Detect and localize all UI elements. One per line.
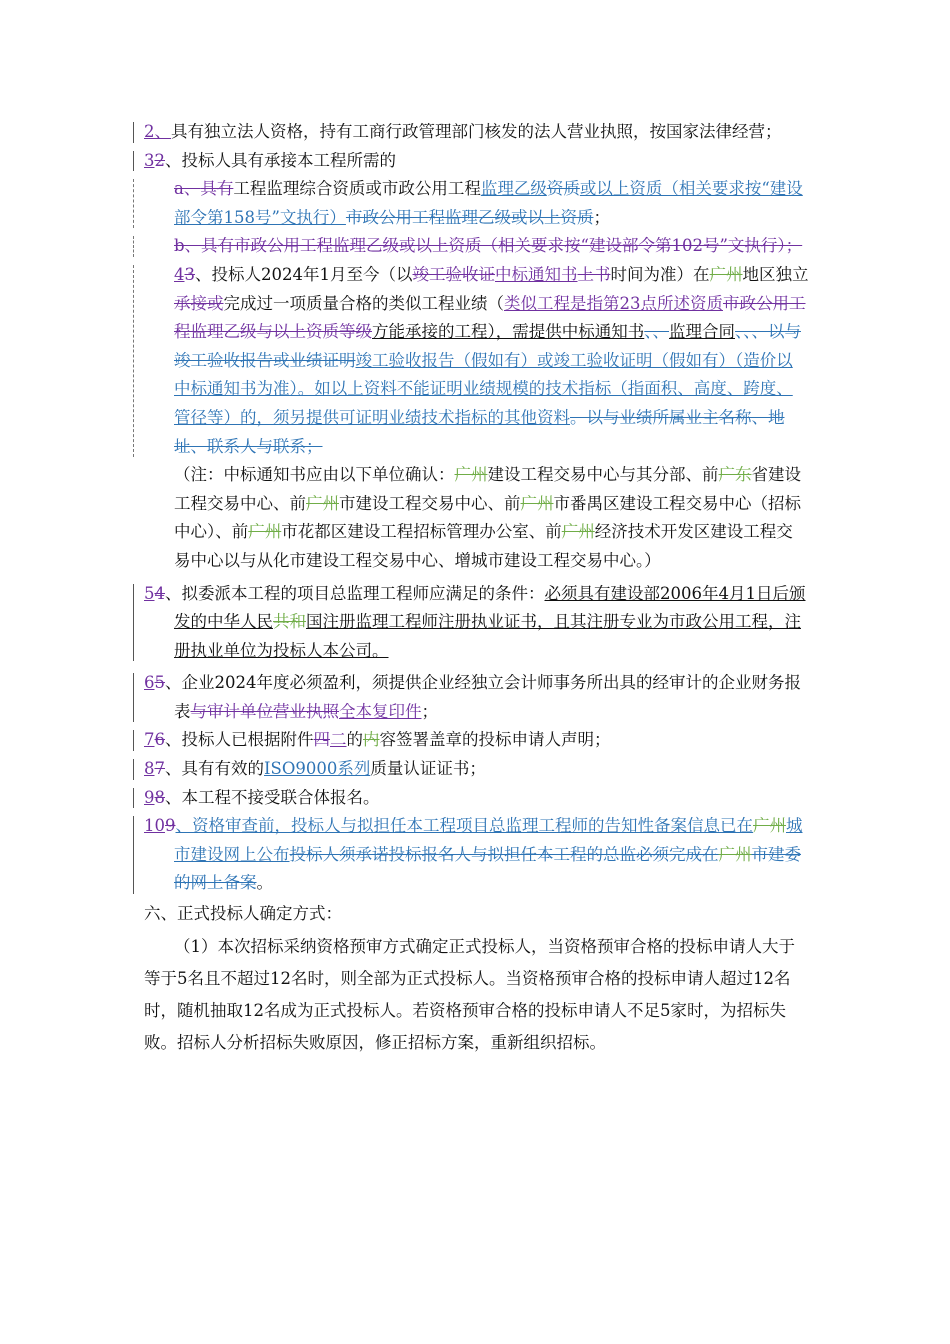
list-item-2: [144, 118, 809, 147]
list-item-10: [144, 812, 809, 898]
inserted-text: 资格审查前，投标人与拟担任本工程项目总监理工程师的告知性备案信息已在: [192, 816, 753, 836]
revision-bar: [133, 151, 134, 172]
note-paragraph: [144, 461, 809, 575]
deleted-text: 、、: [644, 322, 669, 342]
revision-bar: [133, 816, 134, 894]
item-text: 。: [256, 873, 273, 893]
item-number: 8: [144, 759, 155, 779]
item-text: 容签署盖章的投标申请人声明；: [379, 730, 611, 750]
item-text: 、具有有效的: [165, 759, 264, 779]
deleted-text: 上书: [577, 264, 611, 284]
list-item-8: [144, 755, 809, 784]
item-text: 必须具有建设部2006年4月1日后颁发的中华人民: [174, 583, 806, 632]
deleted-text: 广州: [753, 816, 786, 836]
section-paragraph: （1）本次招标采纳资格预审方式确定正式投标人，当资格预审合格的投标申请人大于等于5名且不超过12名时，则全部为正式投标人。当资格预审合格的投标申请人超过12名时，随机抽取12名成为正式投标人。若资格预审合格的投标申请人不足5家时，为招标失败。招标人分析招标失败原因，修正招标方案，重新组织招标。: [144, 936, 795, 1052]
deleted-text: 广州: [520, 493, 554, 513]
item-text: ；: [421, 701, 438, 721]
deleted-text: b、具有市政公用工程监理乙级或以上资质（相关要求按“建设部令第102号”文执行）；: [174, 236, 803, 256]
inserted-text: 竣工验收报告（假如有）或竣工验收证明（假如有）（造价以中标通知书为准）。如以上资料不能证明业绩规模的技术指标（指面积、高度、跨度、管径等）的，须另提供可证明业绩技术指标的其他资料: [174, 350, 793, 427]
item-text: 工程监理综合资质或市政公用工程: [233, 179, 481, 199]
inserted-text: 中标通知书: [495, 264, 578, 284]
item-text: 国注册监理工程师注册执业证书，且其注册专业为市政公用工程，注册执业单位为投标人本公司。: [174, 612, 801, 660]
item-text: 、拟委派本工程的项目总监理工程师应满足的条件：: [165, 583, 545, 603]
list-item-a: [144, 175, 809, 232]
deleted-text: 广州: [561, 522, 595, 542]
item-number: 10: [144, 816, 165, 836]
inserted-text: 二: [330, 730, 347, 750]
item-number: 3: [144, 150, 155, 170]
list-item-7: [144, 726, 809, 755]
item-text: 方能承接的工程），需提供中标通知书: [372, 322, 645, 342]
inserted-text: 城市建设网上公布: [174, 816, 803, 864]
item-number: 9: [144, 787, 155, 807]
revision-bar: [133, 122, 134, 143]
revision-bar: [133, 584, 134, 662]
revision-bar: [133, 236, 134, 257]
item-text: ；: [593, 207, 610, 227]
deleted-text: 资质: [546, 179, 580, 199]
item-text: 、: [175, 816, 192, 836]
item-text: 时间为准）在: [610, 264, 710, 284]
item-text: 完成过一项质量合格的类似工程业绩（: [223, 293, 504, 313]
revision-bar: [133, 673, 134, 722]
item-text: 的: [346, 730, 363, 750]
inserted-text: ISO9000系列: [264, 759, 371, 779]
list-item-4: [144, 261, 809, 461]
note-text: （注：中标通知书应由以下单位确认：: [174, 465, 455, 485]
deleted-text: a、: [174, 179, 201, 199]
item-text: 、投标人已根据附件: [165, 730, 314, 750]
item-number: 4: [174, 264, 185, 284]
list-item-3: [144, 147, 809, 176]
deleted-number: 9: [165, 816, 176, 836]
deleted-text: 市建委的网上备案: [174, 844, 801, 893]
item-number: 5: [144, 583, 155, 603]
item-text: 、本工程不接受联合体报名。: [165, 787, 380, 807]
deleted-number: 3: [184, 264, 195, 284]
revision-bar: [133, 730, 134, 751]
note-text: 市番禺区建设工程交易中心（招标中心）、前: [174, 493, 801, 542]
list-item-b: [144, 232, 809, 261]
item-number: 7: [144, 730, 155, 750]
inserted-text: 监理乙级: [480, 179, 547, 199]
deleted-text: ；: [306, 436, 323, 456]
inserted-text: 或以上资质（相关要求按“建设部令第158号”文执行）: [174, 179, 803, 227]
item-text: 、企业2024年度必须盈利，须提供企业经独立会计师事务所出具的经审计的企业财务报表: [165, 673, 801, 721]
item-number: 2、: [144, 122, 171, 141]
item-text: 、投标人2024年1月至今（以: [195, 264, 413, 284]
deleted-text: 广州: [709, 264, 743, 284]
revision-bar: [133, 179, 134, 228]
deleted-number: 8: [154, 787, 165, 807]
list-item-9: [144, 784, 809, 813]
item-text: 、投标人具有承接本工程所需的: [165, 150, 396, 170]
note-text: 经济技术开发区建设工程交易中心以与从化市建设工程交易中心、增城市建设工程交易中心。）: [174, 522, 793, 570]
revision-bar: [133, 265, 134, 457]
deleted-text: 投标人须承诺投标报名人与拟担任本工程的总监必须完成在: [289, 844, 719, 864]
deleted-text: 四: [313, 730, 330, 750]
deleted-text: 承接或: [174, 293, 224, 313]
deleted-number: 5: [154, 673, 165, 693]
deleted-text: 内: [363, 730, 380, 750]
list-item-6: [144, 669, 809, 726]
deleted-text: 广东: [718, 465, 752, 485]
deleted-number: 7: [154, 759, 165, 779]
list-item-5: [144, 580, 809, 666]
document-body: [144, 118, 809, 1059]
deleted-text: 市政公用工程监理乙级与以上资质等级: [174, 293, 806, 342]
item-text: 具有独立法人资格，持有工商行政管理部门核发的法人营业执照，按国家法律经营；: [171, 122, 782, 141]
deleted-text: 广州: [306, 493, 339, 513]
item-text: 地区独立: [742, 264, 809, 284]
item-text: 监理合同: [669, 322, 735, 342]
deleted-text: 广州: [454, 465, 488, 485]
deleted-text: 广州: [718, 844, 752, 864]
deleted-text: 广州: [248, 522, 282, 542]
note-text: 市建设工程交易中心、前: [339, 493, 521, 513]
deleted-text: 竣工验收证: [412, 264, 495, 284]
deleted-number: 4: [154, 583, 165, 603]
inserted-text: 全本复印件: [339, 701, 422, 721]
revision-bar: [133, 759, 134, 780]
deleted-number: 2: [154, 150, 165, 170]
deleted-text: 。以与业绩所属业主名称、地址、联系人与联系: [174, 407, 785, 456]
deleted-text: 市政公用工程监理乙级或以上资质: [345, 207, 594, 227]
deleted-text: 、、、以与竣工验收报告或业绩证明: [174, 322, 801, 370]
note-text: 市花都区建设工程招标管理办公室、前: [281, 522, 562, 542]
deleted-text: 与审计单位营业执照: [190, 701, 339, 721]
item-text: 质量认证证书；: [370, 759, 486, 779]
section-heading: 六、正式投标人确定方式：: [144, 904, 342, 924]
note-text: 省建设工程交易中心、前: [174, 465, 801, 513]
deleted-text: 具有: [200, 179, 234, 199]
note-text: 建设工程交易中心与其分部、前: [487, 465, 719, 485]
revision-bar: [133, 788, 134, 809]
deleted-text: 共和: [273, 612, 306, 632]
inserted-text: 类似工程是指第23点所述资质: [504, 293, 723, 313]
deleted-number: 6: [154, 730, 165, 750]
item-number: 6: [144, 673, 155, 693]
